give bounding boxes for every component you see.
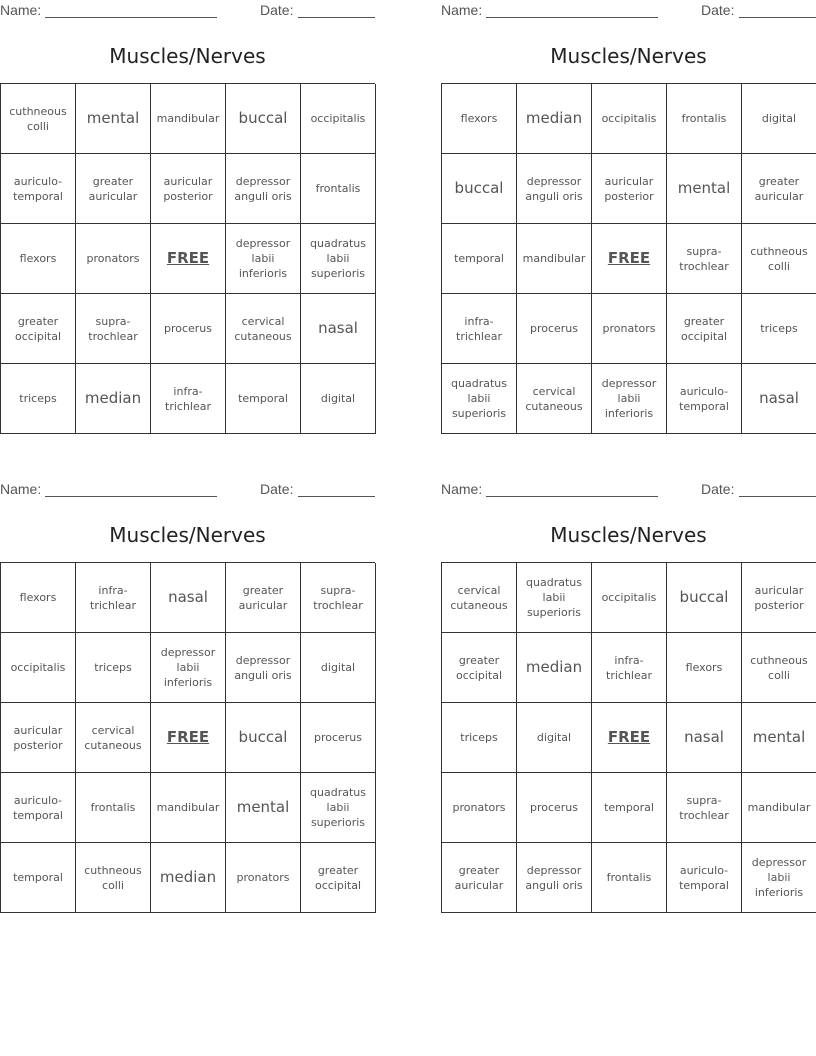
bingo-card-2 [441, 0, 816, 434]
bingo-cell: buccal [667, 563, 742, 633]
bingo-cell: depressor anguli oris [226, 154, 301, 224]
card-header [0, 479, 375, 501]
bingo-cell: digital [517, 703, 592, 773]
bingo-cell: temporal [1, 843, 76, 913]
bingo-cell: triceps [742, 294, 816, 364]
date-field[interactable] [739, 496, 816, 497]
bingo-cell: cuthneous colli [1, 84, 76, 154]
card-title: Muscles/Nerves [550, 44, 707, 68]
bingo-grid [0, 83, 375, 434]
bingo-cell: quadratus labii superioris [301, 224, 376, 294]
bingo-cell: frontalis [301, 154, 376, 224]
date-label: Date: [260, 2, 294, 18]
bingo-card-3 [0, 479, 375, 913]
free-space: FREE [592, 703, 667, 773]
bingo-cell: auricular posterior [1, 703, 76, 773]
name-label: Name: [441, 2, 483, 18]
bingo-cell: nasal [151, 563, 226, 633]
bingo-cell: procerus [517, 294, 592, 364]
name-label: Name: [0, 481, 42, 497]
bingo-cell: occipitalis [592, 84, 667, 154]
bingo-card-1 [0, 0, 375, 434]
bingo-cell: auriculo- temporal [1, 154, 76, 224]
bingo-cell: buccal [442, 154, 517, 224]
bingo-cell: triceps [442, 703, 517, 773]
bingo-cell: median [76, 364, 151, 434]
bingo-cell: cervical cutaneous [76, 703, 151, 773]
bingo-cell: cervical cutaneous [442, 563, 517, 633]
free-space: FREE [592, 224, 667, 294]
bingo-cell: depressor labii inferioris [226, 224, 301, 294]
bingo-cell: depressor anguli oris [517, 843, 592, 913]
date-field[interactable] [298, 496, 375, 497]
name-field[interactable] [45, 496, 217, 497]
bingo-cell: pronators [226, 843, 301, 913]
bingo-cell: infra-trichlear [442, 294, 517, 364]
bingo-cell: median [517, 633, 592, 703]
bingo-cell: buccal [226, 84, 301, 154]
bingo-cell: quadratus labii superioris [517, 563, 592, 633]
bingo-cell: infra-trichlear [151, 364, 226, 434]
bingo-cell: supra- trochlear [301, 563, 376, 633]
bingo-cell: greater auricular [76, 154, 151, 224]
date-field[interactable] [739, 17, 816, 18]
bingo-cell: buccal [226, 703, 301, 773]
bingo-grid [0, 562, 375, 913]
card-header [0, 0, 375, 22]
bingo-cell: auricular posterior [592, 154, 667, 224]
bingo-cell: mental [226, 773, 301, 843]
bingo-cell: mandibular [742, 773, 816, 843]
bingo-cell: frontalis [76, 773, 151, 843]
bingo-cell: quadratus labii superioris [442, 364, 517, 434]
bingo-cell: auricular posterior [151, 154, 226, 224]
bingo-cell: depressor anguli oris [517, 154, 592, 224]
bingo-cell: procerus [151, 294, 226, 364]
name-field[interactable] [486, 496, 658, 497]
name-field[interactable] [486, 17, 658, 18]
bingo-cell: frontalis [592, 843, 667, 913]
bingo-cell: triceps [76, 633, 151, 703]
bingo-cell: nasal [742, 364, 816, 434]
bingo-cell: procerus [301, 703, 376, 773]
bingo-cell: mental [742, 703, 816, 773]
bingo-grid [441, 562, 816, 913]
bingo-cell: greater occipital [1, 294, 76, 364]
bingo-cell: mandibular [517, 224, 592, 294]
bingo-cell: digital [301, 364, 376, 434]
bingo-cell: auricular posterior [742, 563, 816, 633]
bingo-cell: supra- trochlear [667, 224, 742, 294]
bingo-cell: mental [667, 154, 742, 224]
bingo-cell: mental [76, 84, 151, 154]
bingo-cell: triceps [1, 364, 76, 434]
bingo-cell: greater occipital [301, 843, 376, 913]
bingo-cell: infra-trichlear [76, 563, 151, 633]
bingo-cell: mandibular [151, 773, 226, 843]
bingo-cell: greater auricular [742, 154, 816, 224]
bingo-cell: infra-trichlear [592, 633, 667, 703]
bingo-cell: nasal [301, 294, 376, 364]
bingo-cell: frontalis [667, 84, 742, 154]
bingo-cell: occipitalis [301, 84, 376, 154]
bingo-cell: greater auricular [226, 563, 301, 633]
bingo-cell: supra- trochlear [667, 773, 742, 843]
bingo-cell: nasal [667, 703, 742, 773]
bingo-cell: temporal [226, 364, 301, 434]
bingo-cell: depressor labii inferioris [592, 364, 667, 434]
bingo-cell: quadratus labii superioris [301, 773, 376, 843]
bingo-cell: median [151, 843, 226, 913]
bingo-cell: pronators [442, 773, 517, 843]
bingo-card-4 [441, 479, 816, 913]
bingo-cell: pronators [76, 224, 151, 294]
date-label: Date: [701, 2, 735, 18]
bingo-cell: greater occipital [667, 294, 742, 364]
card-title: Muscles/Nerves [550, 523, 707, 547]
bingo-cell: supra- trochlear [76, 294, 151, 364]
bingo-cell: procerus [517, 773, 592, 843]
bingo-cell: cuthneous colli [742, 633, 816, 703]
card-header [441, 0, 816, 22]
bingo-cell: digital [742, 84, 816, 154]
date-label: Date: [701, 481, 735, 497]
bingo-cell: depressor labii inferioris [742, 843, 816, 913]
bingo-cell: temporal [592, 773, 667, 843]
bingo-cell: flexors [1, 224, 76, 294]
bingo-cell: occipitalis [1, 633, 76, 703]
free-space: FREE [151, 224, 226, 294]
card-title: Muscles/Nerves [109, 523, 266, 547]
bingo-cell: cuthneous colli [742, 224, 816, 294]
card-title: Muscles/Nerves [109, 44, 266, 68]
name-field[interactable] [45, 17, 217, 18]
date-field[interactable] [298, 17, 375, 18]
bingo-cell: flexors [1, 563, 76, 633]
bingo-cell: cervical cutaneous [517, 364, 592, 434]
card-header [441, 479, 816, 501]
bingo-cell: median [517, 84, 592, 154]
date-label: Date: [260, 481, 294, 497]
bingo-cell: greater occipital [442, 633, 517, 703]
bingo-cell: temporal [442, 224, 517, 294]
bingo-cell: flexors [442, 84, 517, 154]
free-space: FREE [151, 703, 226, 773]
bingo-cell: pronators [592, 294, 667, 364]
bingo-grid [441, 83, 816, 434]
bingo-cell: auriculo- temporal [1, 773, 76, 843]
bingo-cell: auriculo- temporal [667, 843, 742, 913]
bingo-cell: digital [301, 633, 376, 703]
bingo-cell: depressor labii inferioris [151, 633, 226, 703]
bingo-cell: cuthneous colli [76, 843, 151, 913]
bingo-cell: occipitalis [592, 563, 667, 633]
name-label: Name: [441, 481, 483, 497]
name-label: Name: [0, 2, 42, 18]
bingo-cell: greater auricular [442, 843, 517, 913]
bingo-cell: mandibular [151, 84, 226, 154]
bingo-cell: auriculo- temporal [667, 364, 742, 434]
bingo-cell: flexors [667, 633, 742, 703]
bingo-cell: depressor anguli oris [226, 633, 301, 703]
bingo-cell: cervical cutaneous [226, 294, 301, 364]
